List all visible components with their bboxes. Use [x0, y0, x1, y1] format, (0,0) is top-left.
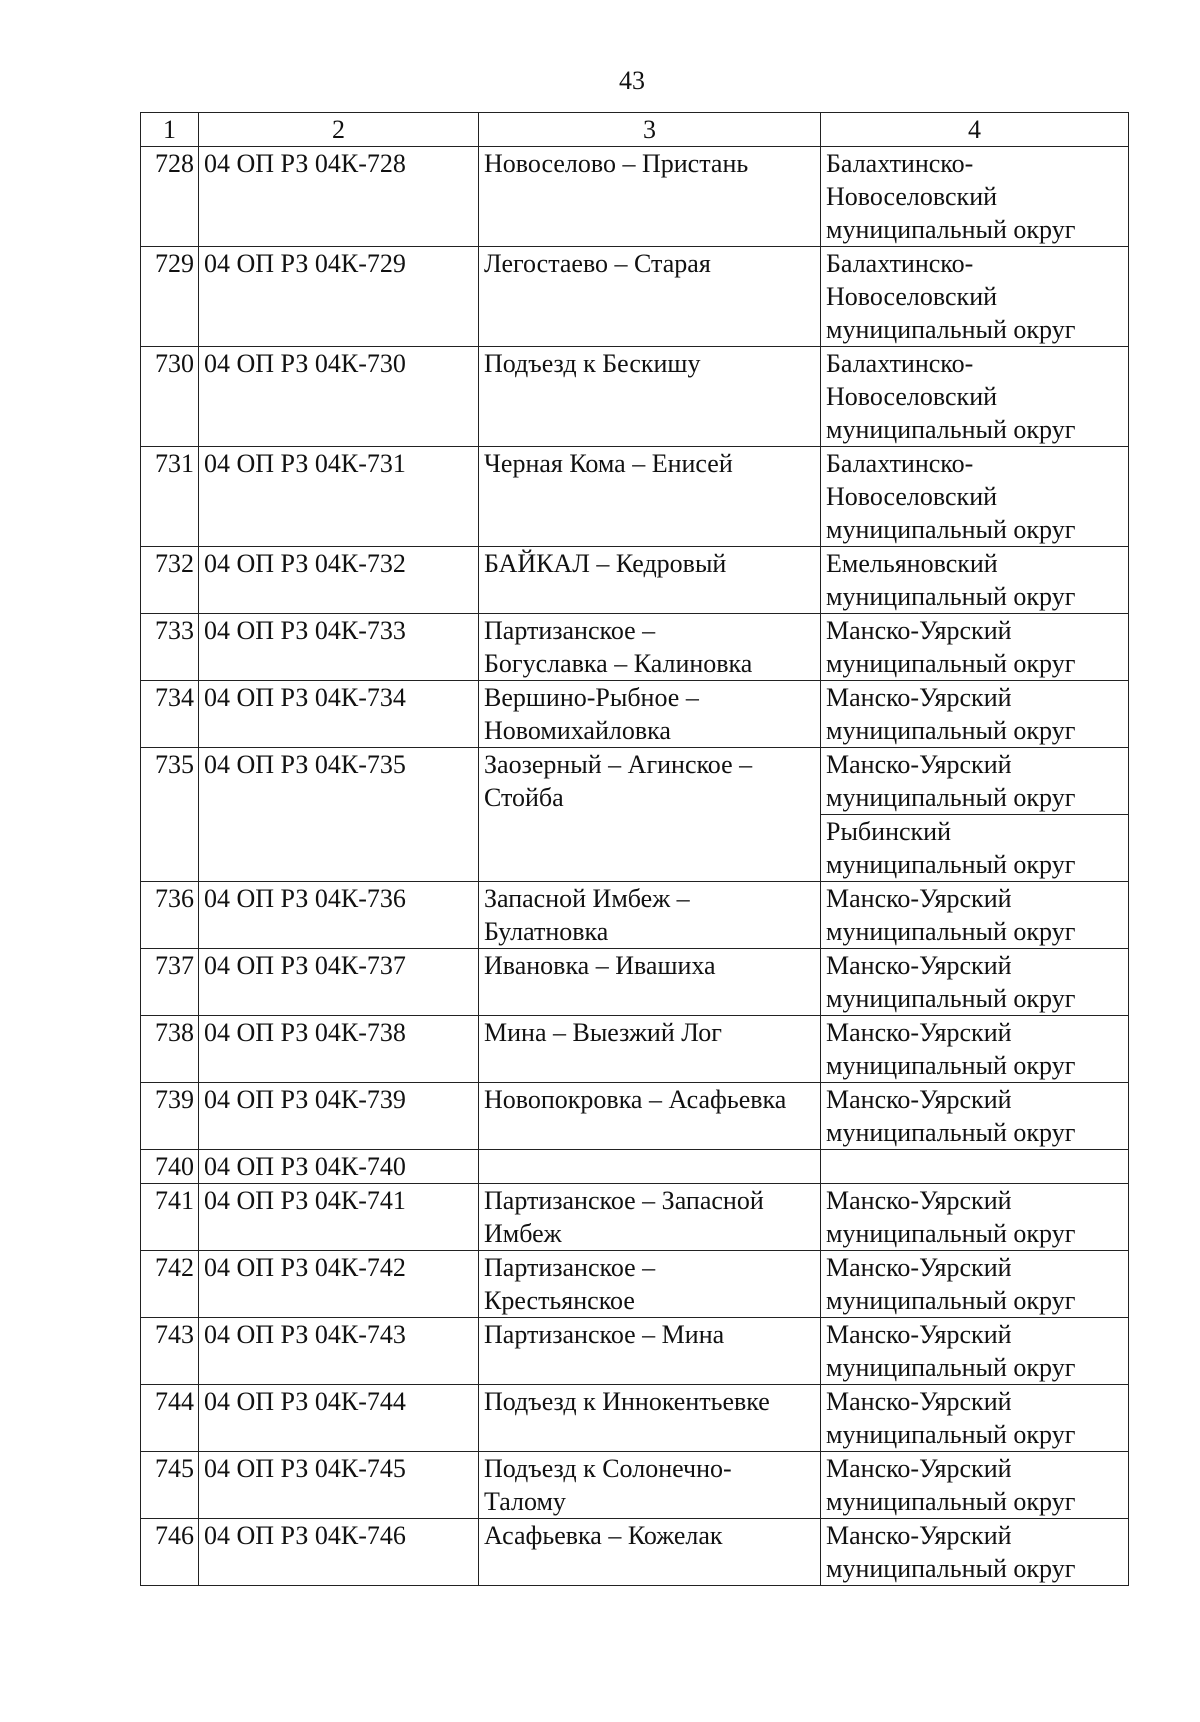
district-line: Манско-Уярский [826, 951, 1012, 980]
road-name-line: Запасной Имбеж – [484, 884, 690, 913]
road-name-line: Асафьевка – Кожелак [484, 1521, 723, 1550]
district-line: Новоселовский [826, 182, 998, 211]
district-line: Новоселовский [826, 282, 998, 311]
row-number: 729 [141, 247, 199, 347]
district-line: Манско-Уярский [826, 1454, 1012, 1483]
road-code: 04 ОП РЗ 04К-744 [199, 1385, 479, 1452]
road-code: 04 ОП РЗ 04К-735 [199, 748, 479, 882]
table-row [141, 681, 1129, 748]
road-code: 04 ОП РЗ 04К-731 [199, 447, 479, 547]
road-name [479, 1150, 821, 1184]
road-name [479, 247, 821, 347]
district-line: муниципальный округ [826, 1118, 1076, 1147]
road-name [479, 681, 821, 748]
municipal-district [821, 1016, 1129, 1083]
table-row [141, 347, 1129, 447]
road-code: 04 ОП РЗ 04К-733 [199, 614, 479, 681]
road-name-line: Ивановка – Ивашиха [484, 951, 716, 980]
district-line: Манско-Уярский [826, 884, 1012, 913]
district-line: Балахтинско- [826, 449, 974, 478]
road-name-line: Подъезд к Иннокентьевке [484, 1387, 770, 1416]
row-number: 746 [141, 1519, 199, 1586]
district-line: муниципальный округ [826, 716, 1076, 745]
road-name [479, 949, 821, 1016]
district-line: муниципальный округ [826, 415, 1076, 444]
table-row [141, 748, 1129, 815]
municipal-district [821, 681, 1129, 748]
road-name-line: Новопокровка – Асафьевка [484, 1085, 787, 1114]
road-code: 04 ОП РЗ 04К-741 [199, 1184, 479, 1251]
row-number: 734 [141, 681, 199, 748]
road-name [479, 147, 821, 247]
table-row [141, 614, 1129, 681]
header-row [141, 113, 1129, 147]
column-header-code: 2 [199, 113, 479, 147]
row-number: 744 [141, 1385, 199, 1452]
municipal-district [821, 547, 1129, 614]
row-number: 739 [141, 1083, 199, 1150]
road-name [479, 1016, 821, 1083]
table-row [141, 949, 1129, 1016]
district-line: Балахтинско- [826, 249, 974, 278]
district-line: муниципальный округ [826, 1219, 1076, 1248]
district-line: муниципальный округ [826, 1286, 1076, 1315]
road-name-line: Стойба [484, 783, 564, 812]
road-name [479, 1385, 821, 1452]
road-name-line: Талому [484, 1487, 566, 1516]
district-line: муниципальный округ [826, 850, 1076, 879]
road-name-line: Легостаево – Старая [484, 249, 711, 278]
road-name-line: Имбеж [484, 1219, 562, 1248]
row-number: 741 [141, 1184, 199, 1251]
table-row [141, 1318, 1129, 1385]
district-line: Балахтинско- [826, 149, 974, 178]
district-line: муниципальный округ [826, 1487, 1076, 1516]
table-row [141, 547, 1129, 614]
municipal-district [821, 1318, 1129, 1385]
district-line: Манско-Уярский [826, 1253, 1012, 1282]
row-number: 740 [141, 1150, 199, 1184]
municipal-district [821, 882, 1129, 949]
district-line: Манско-Уярский [826, 750, 1012, 779]
district-line: Новоселовский [826, 482, 998, 511]
road-name-line: Мина – Выезжий Лог [484, 1018, 722, 1047]
row-number: 733 [141, 614, 199, 681]
table-row [141, 1184, 1129, 1251]
row-number: 743 [141, 1318, 199, 1385]
municipal-district [821, 347, 1129, 447]
road-name [479, 1184, 821, 1251]
district-line: Манско-Уярский [826, 1186, 1012, 1215]
district-line: муниципальный округ [826, 984, 1076, 1013]
row-number: 742 [141, 1251, 199, 1318]
district-line: муниципальный округ [826, 649, 1076, 678]
district-line: Манско-Уярский [826, 1521, 1012, 1550]
municipal-district [821, 1150, 1129, 1184]
road-registry-table [140, 112, 1129, 1586]
district-line: Новоселовский [826, 382, 998, 411]
table-body [141, 147, 1129, 1586]
road-name [479, 748, 821, 882]
district-line: муниципальный округ [826, 315, 1076, 344]
district-line: муниципальный округ [826, 1420, 1076, 1449]
road-name [479, 882, 821, 949]
column-header-district: 4 [821, 113, 1129, 147]
road-code: 04 ОП РЗ 04К-739 [199, 1083, 479, 1150]
road-name [479, 1083, 821, 1150]
road-code: 04 ОП РЗ 04К-740 [199, 1150, 479, 1184]
road-code: 04 ОП РЗ 04К-743 [199, 1318, 479, 1385]
table-row [141, 447, 1129, 547]
road-name [479, 347, 821, 447]
road-name-line: Подъезд к Солонечно- [484, 1454, 732, 1483]
district-line: муниципальный округ [826, 917, 1076, 946]
road-name-line: Партизанское – [484, 616, 656, 645]
road-name [479, 1519, 821, 1586]
district-line: Емельяновский [826, 549, 998, 578]
row-number: 745 [141, 1452, 199, 1519]
table-row [141, 1385, 1129, 1452]
road-code: 04 ОП РЗ 04К-732 [199, 547, 479, 614]
road-code: 04 ОП РЗ 04К-730 [199, 347, 479, 447]
district-line: муниципальный округ [826, 1554, 1076, 1583]
road-name [479, 614, 821, 681]
municipal-district [821, 1519, 1129, 1586]
road-code: 04 ОП РЗ 04К-734 [199, 681, 479, 748]
row-number: 737 [141, 949, 199, 1016]
road-name [479, 1251, 821, 1318]
table-row [141, 1519, 1129, 1586]
road-name-line: Новоселово – Пристань [484, 149, 749, 178]
municipal-district [821, 1452, 1129, 1519]
road-name-line: Булатновка [484, 917, 609, 946]
municipal-district [821, 815, 1129, 882]
road-name [479, 447, 821, 547]
district-line: Балахтинско- [826, 349, 974, 378]
district-line: Манско-Уярский [826, 683, 1012, 712]
road-name-line: Партизанское – [484, 1253, 656, 1282]
district-line: Манско-Уярский [826, 1387, 1012, 1416]
road-name-line: Заозерный – Агинское – [484, 750, 753, 779]
row-number: 736 [141, 882, 199, 949]
road-code: 04 ОП РЗ 04К-728 [199, 147, 479, 247]
municipal-district [821, 247, 1129, 347]
district-line: муниципальный округ [826, 582, 1076, 611]
column-header-road-name: 3 [479, 113, 821, 147]
district-line: муниципальный округ [826, 1051, 1076, 1080]
road-name [479, 547, 821, 614]
road-name-line: Крестьянское [484, 1286, 635, 1315]
road-code: 04 ОП РЗ 04К-745 [199, 1452, 479, 1519]
road-name-line: Богуславка – Калиновка [484, 649, 753, 678]
road-name-line: Партизанское – Мина [484, 1320, 725, 1349]
municipal-district [821, 614, 1129, 681]
road-code: 04 ОП РЗ 04К-746 [199, 1519, 479, 1586]
table-row [141, 147, 1129, 247]
municipal-district [821, 949, 1129, 1016]
district-line: Манско-Уярский [826, 1018, 1012, 1047]
row-number: 732 [141, 547, 199, 614]
table-row [141, 1150, 1129, 1184]
row-number: 730 [141, 347, 199, 447]
municipal-district [821, 1251, 1129, 1318]
road-code: 04 ОП РЗ 04К-738 [199, 1016, 479, 1083]
road-name-line: Черная Кома – Енисей [484, 449, 733, 478]
district-line: муниципальный округ [826, 515, 1076, 544]
table-row [141, 247, 1129, 347]
column-header-number: 1 [141, 113, 199, 147]
table-row [141, 882, 1129, 949]
table-row [141, 1083, 1129, 1150]
road-name-line: Подъезд к Бескишу [484, 349, 701, 378]
road-name [479, 1452, 821, 1519]
row-number: 735 [141, 748, 199, 882]
road-name-line: Партизанское – Запасной [484, 1186, 764, 1215]
road-name-line: Новомихайловка [484, 716, 671, 745]
row-number: 738 [141, 1016, 199, 1083]
municipal-district [821, 147, 1129, 247]
road-code: 04 ОП РЗ 04К-742 [199, 1251, 479, 1318]
district-line: муниципальный округ [826, 215, 1076, 244]
district-line: муниципальный округ [826, 1353, 1076, 1382]
district-line: муниципальный округ [826, 783, 1076, 812]
road-name [479, 1318, 821, 1385]
road-code: 04 ОП РЗ 04К-737 [199, 949, 479, 1016]
table-row [141, 1251, 1129, 1318]
road-code: 04 ОП РЗ 04К-729 [199, 247, 479, 347]
table-row [141, 1452, 1129, 1519]
municipal-district [821, 1184, 1129, 1251]
road-name-line: БАЙКАЛ – Кедровый [484, 549, 727, 578]
municipal-district [821, 1083, 1129, 1150]
district-line: Манско-Уярский [826, 1085, 1012, 1114]
table-row [141, 1016, 1129, 1083]
road-code: 04 ОП РЗ 04К-736 [199, 882, 479, 949]
municipal-district [821, 1385, 1129, 1452]
municipal-district [821, 447, 1129, 547]
district-line: Рыбинский [826, 817, 951, 846]
district-line: Манско-Уярский [826, 1320, 1012, 1349]
row-number: 728 [141, 147, 199, 247]
road-name-line: Вершино-Рыбное – [484, 683, 699, 712]
municipal-district [821, 748, 1129, 815]
district-line: Манско-Уярский [826, 616, 1012, 645]
page-number: 43 [619, 66, 645, 95]
row-number: 731 [141, 447, 199, 547]
